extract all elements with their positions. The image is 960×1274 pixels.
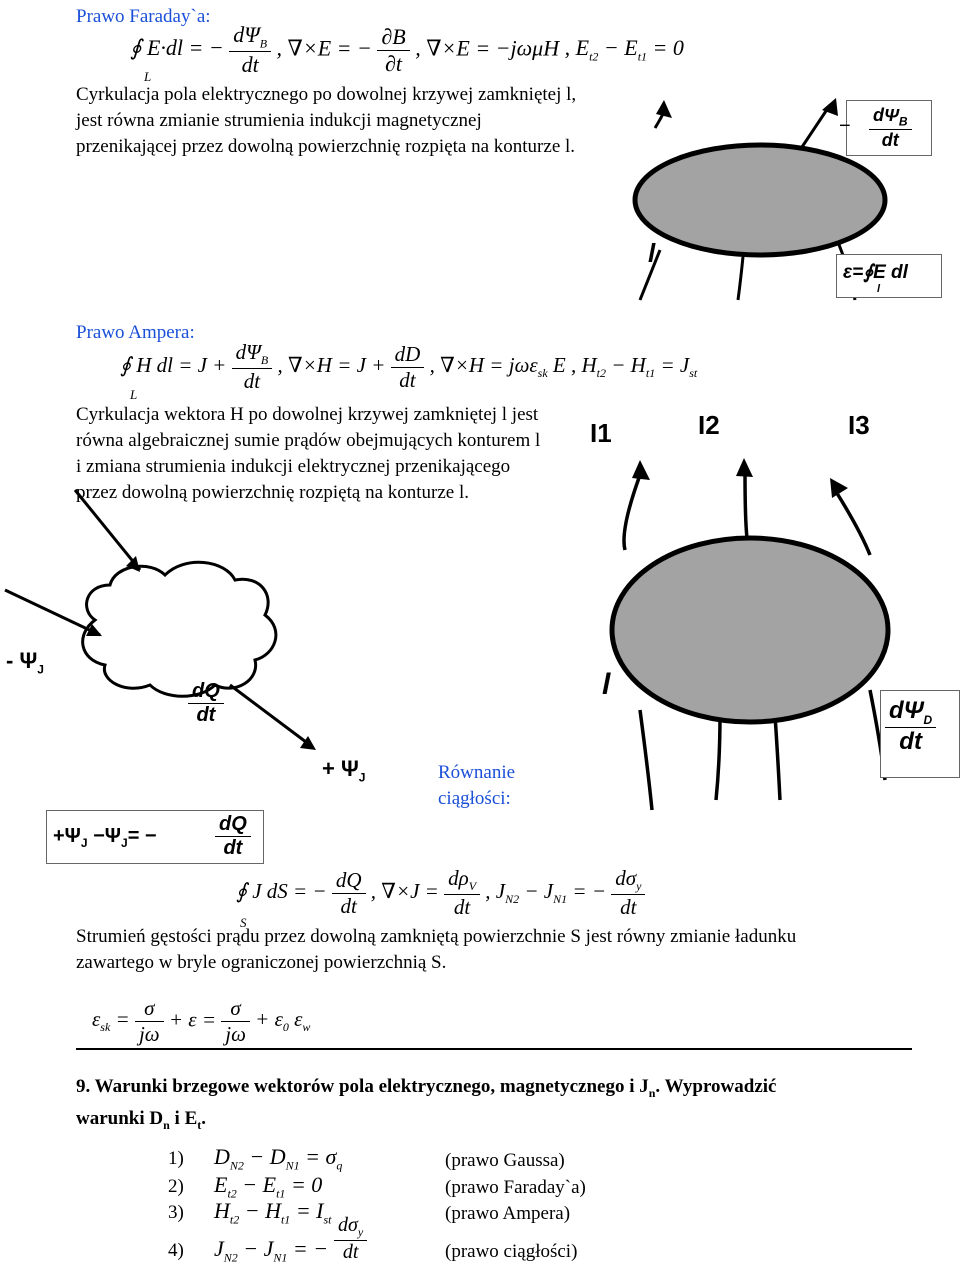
faraday-figure bbox=[0, 0, 960, 320]
ampere-curl-fraction: $\frac{dD}{dt}$ bbox=[391, 342, 425, 393]
permittivity-fraction-2: $\frac{\sigma}{j\omega}$ bbox=[221, 996, 250, 1047]
continuity-fig-minus-psi: - $\Psi_J$ bbox=[6, 648, 44, 677]
ampere-heading: Prawo Ampera: bbox=[76, 322, 195, 343]
faraday-curl2: , ∇×E = −jωμH bbox=[415, 35, 560, 61]
continuity-div-fraction: $\frac{d\rho_V}{dt}$ bbox=[444, 866, 480, 920]
ampere-curl2: , ∇×H = jωε$_{sk}$ E bbox=[429, 352, 566, 381]
continuity-fig-box: $+\Psi_J -\Psi_J=$ − $\frac{dQ}{dt}$ bbox=[46, 810, 264, 864]
continuity-fig-plus-psi: + $\Psi_J$ bbox=[322, 756, 366, 785]
ampere-fraction: $\frac{d\Psi_B}{dt}$ bbox=[232, 340, 273, 394]
ampere-text: Cyrkulacja wektora H po dowolnej krzywej zamkniętej l jest równa algebraicznej sumie prądów obejmujących konturem l i zmiana strumienia indukcji elektrycznej przenikającego przez dowolną powierzchnię rozpiętą na konturze l. bbox=[76, 404, 541, 503]
permittivity-equation: $\varepsilon_{sk}$ = $\frac{\sigma}{j\omega}$ + ε = $\frac{\sigma}{j\omega}$ + $\varepsilon_0$ $\varepsilon_w$ bbox=[92, 996, 311, 1046]
condition-row-4: 4) $J_{N2} - J_{N1}$ = − $d\sigma_y$ dt bbox=[168, 1240, 184, 1262]
condition-row-1: 1) $D_{N2} - D_{N1} = \sigma_q$ bbox=[168, 1144, 343, 1173]
faraday-integral-sub: L bbox=[144, 69, 152, 85]
continuity-equation: ∮ J dS = − S $\frac{dQ}{dt}$ , ∇×J = $\frac{d\rho_V}{dt}$ , $J_{N2} - J_{N1}$ = − $\frac{d\sigma_y}{dt}$ bbox=[236, 866, 645, 920]
faraday-fraction: $\frac{d\Psi_B}{dt}$ bbox=[229, 22, 271, 78]
faraday-tangential: , $E_{t2} - E_{t1} = 0$ bbox=[564, 35, 684, 64]
continuity-normal: , $J_{N2} - J_{N1}$ = − bbox=[485, 878, 606, 907]
ampere-fig-label-i2: I2 bbox=[698, 410, 720, 440]
condition-row-2: 2) $E_{t2} - E_{t1} = 0$ bbox=[168, 1172, 323, 1201]
ampere-curl: , ∇×H = J + bbox=[277, 352, 386, 377]
faraday-integral: ∮ E·dl = − bbox=[130, 35, 224, 61]
faraday-text: Cyrkulacja pola elektrycznego po dowolnej krzywej zamkniętej l, jest równa zmianie strumienia indukcji magnetycznej przenikającej przez dowolną powierzchnię rozpięta na konturze l. bbox=[76, 84, 577, 157]
continuity-normal-fraction: $\frac{d\sigma_y}{dt}$ bbox=[611, 866, 645, 920]
faraday-curl: , ∇×E = − bbox=[276, 35, 372, 61]
ampere-equation: ∮ H dl = J + L $\frac{d\Psi_B}{dt}$ , ∇×H = J + $\frac{dD}{dt}$ , ∇×H = jωε$_{sk}$ E , $H_{t2} - H_{t1} = J_{st}$ bbox=[120, 340, 698, 402]
permittivity-fraction-1: $\frac{\sigma}{j\omega}$ bbox=[135, 996, 164, 1047]
ampere-fig-flux-box: $d\Psi_D$ dt bbox=[880, 690, 960, 778]
continuity-text: Strumień gęstości prądu przez dowolną zamkniętą powierzchnie S jest równy zmianie ładunku zawartego w bryle ograniczonej powierzchnią S. bbox=[76, 926, 797, 973]
condition-note-4: (prawo ciągłości) bbox=[445, 1241, 578, 1262]
condition-note-1: (prawo Gaussa) bbox=[445, 1150, 565, 1171]
condition-row-4-fraction: $d\sigma_y$ dt bbox=[334, 1214, 367, 1264]
faraday-curl-fraction: $\frac{\partial B}{\partial t}$ bbox=[377, 24, 409, 77]
condition-note-3: (prawo Ampera) bbox=[445, 1203, 571, 1224]
ampere-fig-label-i1: I1 bbox=[590, 418, 612, 448]
ampere-tangential: , $H_{t2} - H_{t1} = J_{st}$ bbox=[571, 352, 698, 381]
condition-row-3: 3) $H_{t2} - H_{t1} = I_{st}$ bbox=[168, 1198, 332, 1227]
continuity-div: , ∇×J = bbox=[370, 878, 439, 903]
ampere-fig-l: l bbox=[602, 668, 611, 701]
faraday-fig-emf-box: ε=∮E dl l bbox=[836, 254, 942, 298]
section9-title: 9. Warunki brzegowe wektorów pola elektrycznego, magnetycznego i $J_n$. Wyprowadzić warunki $D_n$ i $E_t$. bbox=[76, 1076, 777, 1132]
ampere-fig-label-i3: I3 bbox=[848, 410, 870, 440]
faraday-fig-flux-box: − $d\Psi_B$ dt bbox=[846, 100, 932, 156]
continuity-fraction: $\frac{dQ}{dt}$ bbox=[332, 868, 366, 919]
faraday-fig-l: l bbox=[648, 238, 656, 268]
condition-note-2: (prawo Faraday`a) bbox=[445, 1177, 586, 1198]
continuity-fig-cloud-fraction: $\frac{dQ}{dt}$ bbox=[188, 680, 224, 727]
section-divider bbox=[76, 1048, 912, 1050]
continuity-integral: ∮ J dS = − bbox=[236, 878, 327, 903]
continuity-heading: Równanie ciągłości: bbox=[438, 762, 516, 809]
faraday-heading: Prawo Faraday`a: bbox=[76, 6, 211, 27]
ampere-integral: ∮ H dl = J + bbox=[120, 352, 227, 377]
